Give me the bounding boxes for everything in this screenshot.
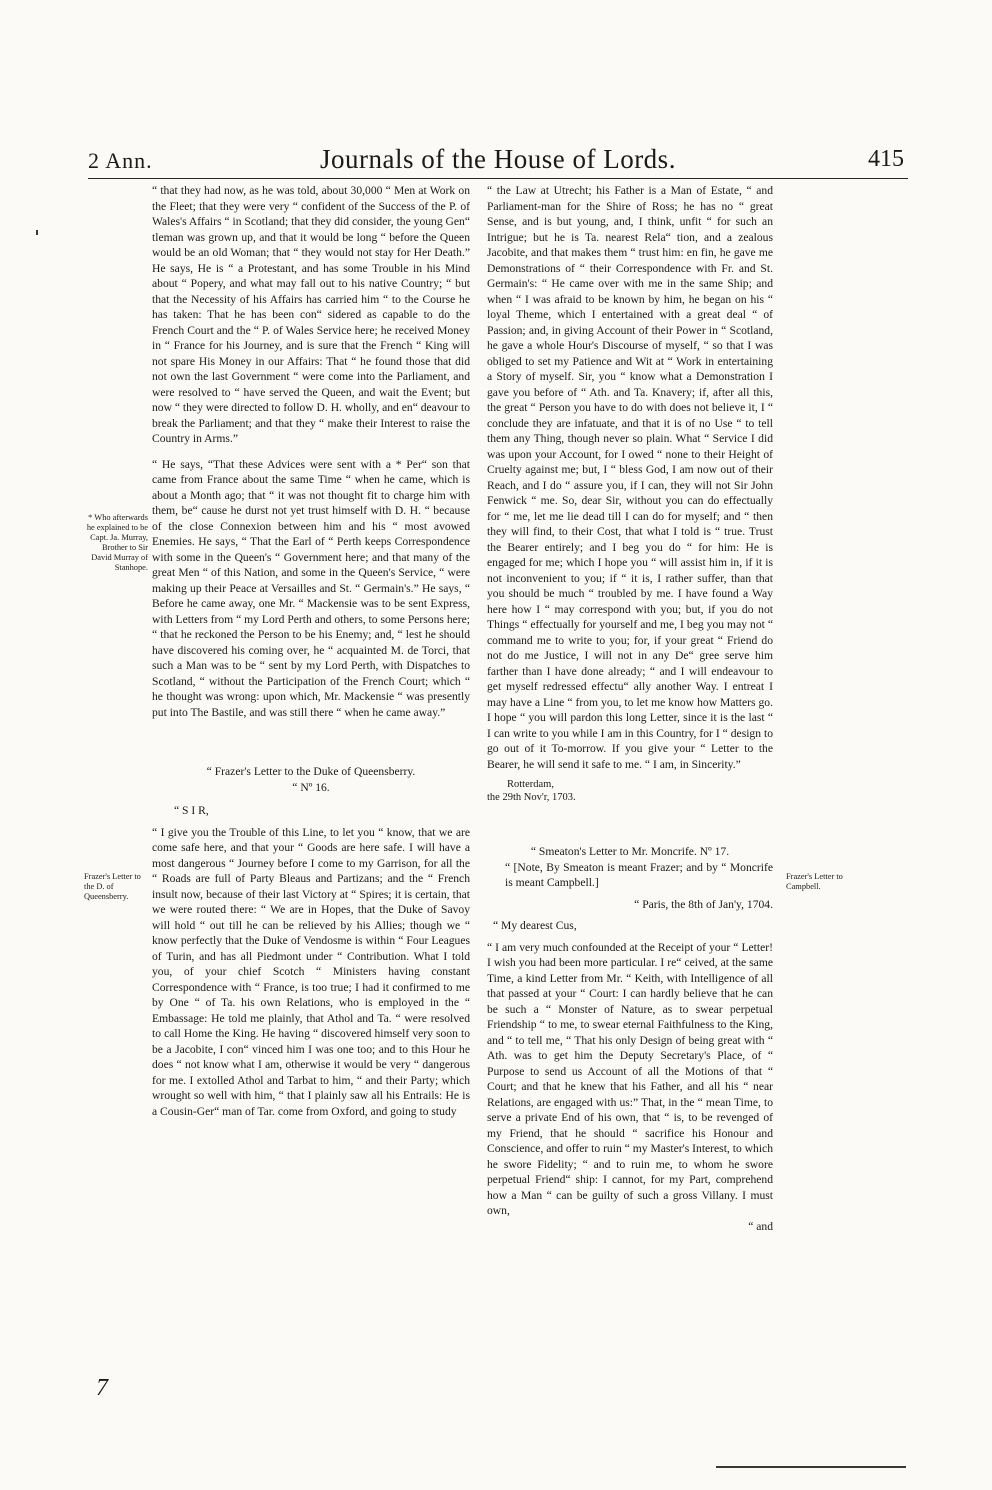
catchword: “ and xyxy=(748,1219,773,1233)
letter-16-place: Rotterdam, xyxy=(507,779,554,790)
page-title: Journals of the House of Lords. xyxy=(320,144,676,174)
margin-note-queensberry: Frazer's Letter to the D. of Queensberry. xyxy=(84,872,141,901)
letter-16-date: the 29th Nov'r, 1703. xyxy=(487,792,576,803)
left-column xyxy=(152,183,470,1119)
margin-note-murray: * Who afterwards he explained to be Capt. Ja. Murray, Brother to Sir David Murray of Stanhope. xyxy=(86,513,148,572)
letter-16-continued: “ the Law at Utrecht; his Father is a Man of Estate, “ and Parliament-man for the Shire of Ross; he has no “ great Sense, and is but young, and, I think, unfit “ for such an Intrigue; but he is Ta. nearest Rela“ tion, and a zealous Jacobite, and that makes them “ trust him: en fin, he gave me Demonstrations of “ their Correspondence with Fr. and St. Germain's: “ He came over with me in the same Ship; and when “ I was afraid to be known by him, he began on his “ loyal Theme, which I entertained with a great deal “ of Passion; and, in giving Account of their Power in “ Scotland, he gave a whole Hour's Discourse of myself, “ so that I was obliged to set my Patience and Wit at “ Work in entertaining a Story of myself. Sir, you “ know what a Demonstration I gave you before of “ Ath. and Ta. Knavery; if, after all this, the great “ Person you have to do with does not believe it, I “ conclude they are infatuate, and that it is of no Use “ to tell them any Thing, though never so plain. What “ Service I did was upon your Account, for I owed “ none to their Height of Cruelty against me; but, I “ bless God, I am now out of their Reach, and I do “ assure you, if I can, they will not Sir John Fenwick “ me. So, dear Sir, without you can do effectually for “ me, let me lie dead till I can do for myself; and “ then they will find, to their Cost, that what I told is “ true. Trust the Bearer entirely; and I beg you do “ for him: He is engaged for me; which I hope you “ will assist him in, if it is not inconvenient to you; if “ it is, I rather suffer, than that you should be much “ troubled by me. I have found a Way here how I “ may correspond with you; but, if you do not Things “ effectually for yourself and me, I beg you may not “ command me to write to you; for, if your great “ Friend do not do me Justice, I will not in any De“ gree serve him farther than I have done already; “ and I will endeavour to get myself redressed effectu“ ally another Way. I entreat I may have a Line “ from you, to let me know how Matters go. I hope “ you will pardon this long Letter, since it is the last “ I can write to you while I am in this Country, for I “ design to go out of it To-morrow. If you give your “ Letter to the Bearer, he will send it safe to me. “ I am, in Sincerity.” xyxy=(487,184,773,771)
letter-16-body: “ I give you the Trouble of this Line, to let you “ know, that we are come safe here, and that your “ Goods are here safe. I will have a most dangerous “ Journey before I come to my Garrison, for all the “ Roads are full of Party Bleaus and Partizans; and the “ French insult now, because of their last Victory at “ Spires; it is certain, that we were routed there: “ We are in Hopes, that the Duke of Savoy will hold “ out till he can be relieved by his Allies; though we “ know perfectly that the Duke of Vendosme is within “ Four Leagues of Turin, and has all Piedmont under “ Contribution. What I told you, of your chief Scotch “ Ministers having constant Correspondence with “ France, is too true; I had it confirmed to me by One “ of Ta. his own Relations, who is employed in the “ Embassage: He told me plainly, that Athol and Ta. “ were resolved to call Home the King. He having “ discovered himself very soon to be a Jacobite, I con“ vinced him I was one too; and to this Hour he does “ not know what I am, otherwise it would be very “ dangerous for me. I extolled Athol and Tarbat to him, “ and their Party; which wrought so well with him, “ that I plainly saw all his Entrails: He is a Cousin-Ger“ man of Tar. come from Oxford, and going to study xyxy=(152,825,470,1118)
letter-16-title: “ Frazer's Letter to the Duke of Queensberry. xyxy=(206,765,416,778)
paragraph-fleet: “ that they had now, as he was told, about 30,000 “ Men at Work on the Fleet; that they were very “ confident of the Success of the P. of Wales's Affairs “ in Scotland; that they did consider, the young Gen“ tleman was grown up, and that it would be long “ before the Queen would be an old Woman; that “ they would not stay for Her Death.” He says, He is “ a Protestant, and has some Trouble in his Mind about “ Popery, and what may fall out to his native Country; “ but that the Necessity of his Affairs has carried him “ to the Course he has taken: That he has been con“ sidered as capable to do the French Court and the “ P. of Wales Service here; he received Money in “ France for his Journey, and is sure that the French “ King will not spare His Money in our Affairs: That “ he found those that did not own the last Government “ were come into the Parliament, and were resolved to “ have served the Queen, and wait the Event; but now “ they were directed to follow D. H. wholly, and en“ deavour to break the Parliament; and that they “ make their Interest to raise the Country in Arms.” xyxy=(152,184,470,445)
header-rule xyxy=(88,178,908,179)
letter-16-number: “ Nº 16. xyxy=(292,780,330,794)
letter-17-salutation: “ My dearest Cus, xyxy=(493,919,577,932)
year-header: 2 Ann. xyxy=(88,148,153,173)
letter-17-title: “ Smeaton's Letter to Mr. Moncrife. Nº 17. xyxy=(530,845,730,858)
right-column xyxy=(487,183,773,1234)
page-number: 415 xyxy=(868,146,904,172)
letter-17-body: “ I am very much confounded at the Receipt of your “ Letter! I wish you had been more particular. I re“ ceived, at the same Time, a kind Letter from Mr. “ Keith, with Intelligence of all that passed at your “ Court: I can hardly believe that he can be such a “ Monster of Nature, as to swear perpetual Friendship “ to me, to swear eternal Faithfulness to the King, and “ to tell me, “ That his only Design of being great with “ Ath. was to get him the Deputy Secretary's Place, of “ Purpose to send us Account of all the Motions of that “ Court; and that he knew that his Father, and all his “ near Relations, are engaged with us:” That, in the “ mean Time, to serve a private End of his own, that “ is, to be revenged of my Friend, that he should “ sacrifice his Honour and Conscience, and offer to ruin “ my Master's Interest, to which he swore Fidelity; “ and to ruin me, to whom he swore perpetual Friend“ ship: I cannot, for my Part, comprehend how a Man “ can be guilty of such a gross Villany. I must own, xyxy=(487,940,773,1217)
letter-16-salutation: “ S I R, xyxy=(174,804,209,817)
ink-mark xyxy=(36,230,38,235)
signature-mark: 7 xyxy=(96,1375,108,1401)
margin-note-campbell: Frazer's Letter to Campbell. xyxy=(786,872,843,891)
letter-17-dateline: “ Paris, the 8th of Jan'y, 1704. xyxy=(634,897,773,911)
letter-17-note: “ [Note, By Smeaton is meant Frazer; and by “ Moncrife is meant Campbell.] xyxy=(505,860,773,889)
paragraph-advices: “ He says, “That these Advices were sent with a * Per“ son that came from France about the same Time “ when he came, which is about a Month ago; that “ it was not thought fit to charge him with them, be“ cause he durst not yet trust himself with D. H. “ because of the close Connexion between him and his “ most avowed Enemies. He says, “ That the Earl of “ Perth keeps Correspondence with some in the Queen's “ Government here; and that many of the great Men “ of this Nation, and some in the Queen's Service, “ were making up their Peace at Versailles and St. “ Germain's.” He says, “ Before he came away, one Mr. “ Mackensie was to be sent Express, with Letters from “ my Lord Perth and others, to some Persons here; “ that he reckoned the Person to be his Enemy; and, “ lest he should have discovered his coming over, he “ acquainted M. de Torci, that such a Man was to be “ sent by my Lord Perth, with Dispatches to Scotland, “ without the Participation of the French Court; which “ he thought was wrong: upon which, Mr. Mackensie “ was presently put into The Bastile, and was still there “ when he came away.” xyxy=(152,457,470,719)
footer-rule xyxy=(716,1466,906,1468)
